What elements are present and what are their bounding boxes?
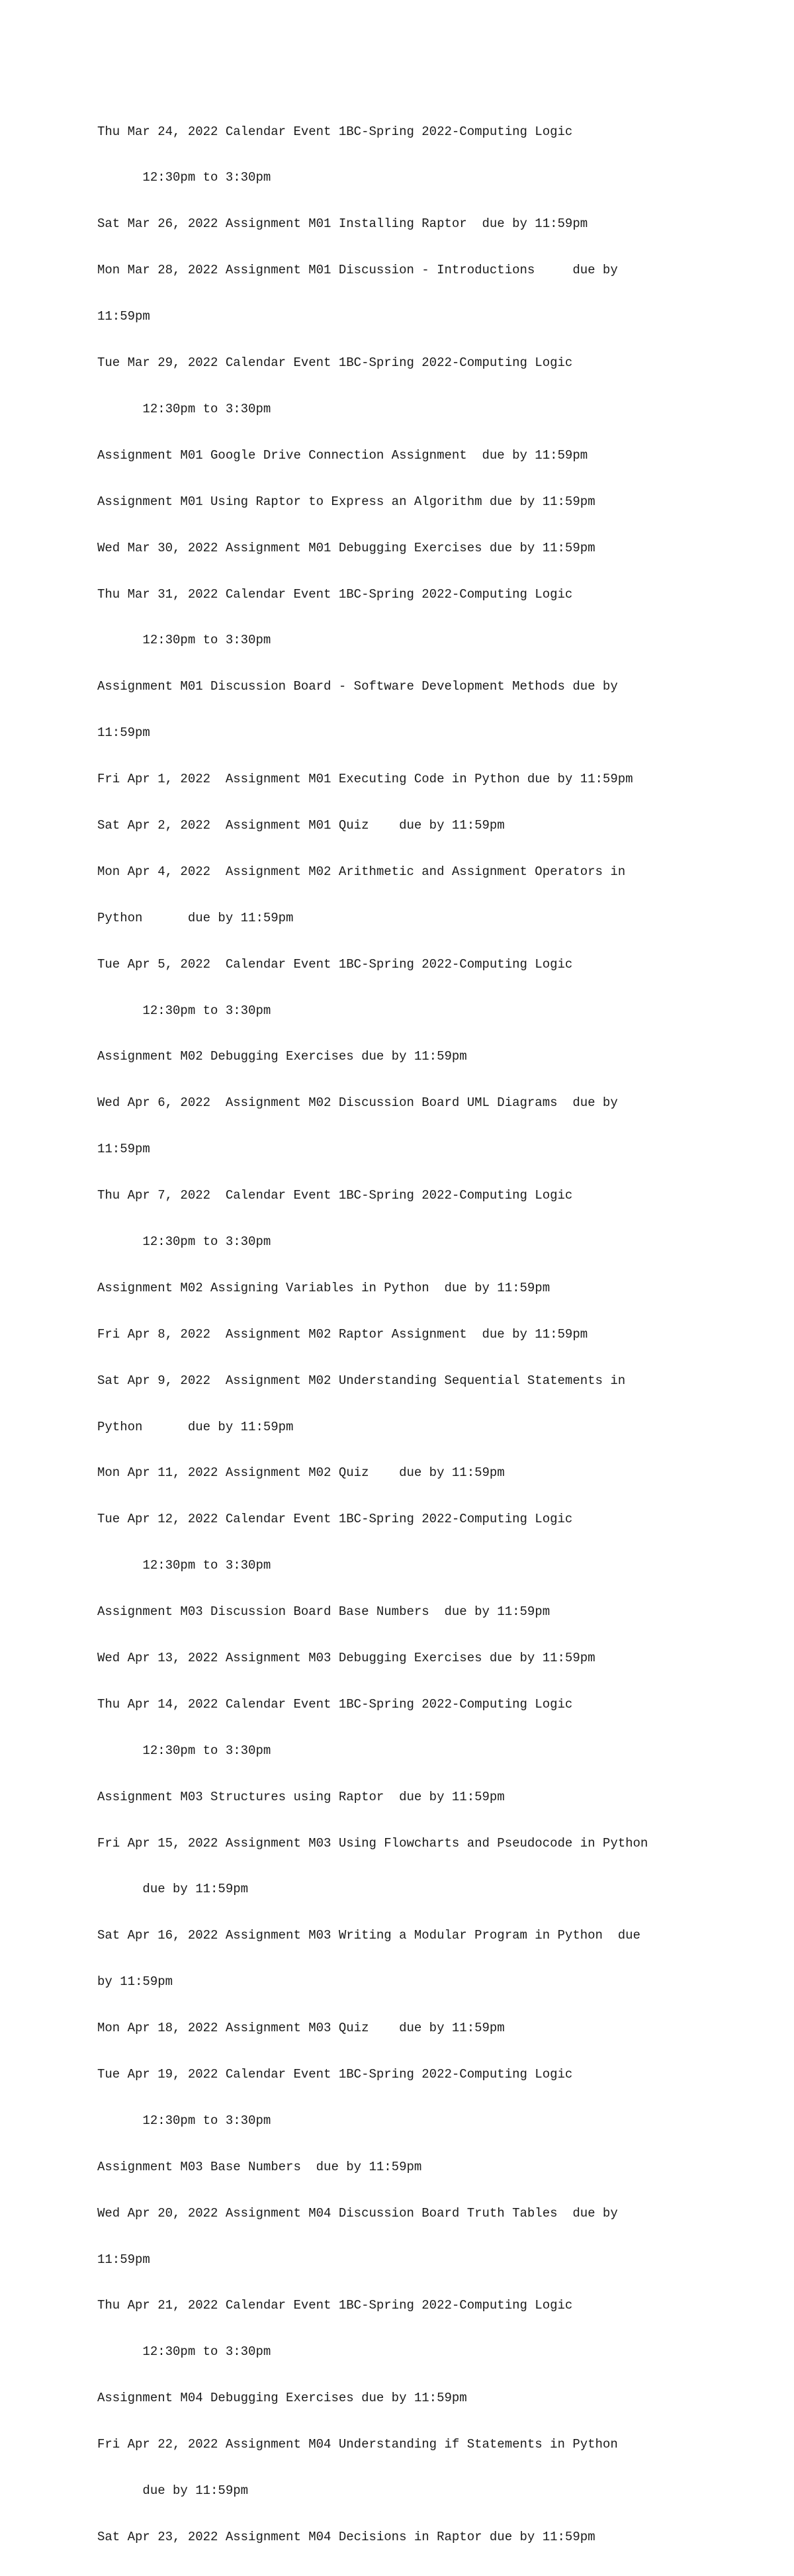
schedule-line: Assignment M01 Using Raptor to Express an Algorithm due by 11:59pm: [97, 494, 596, 509]
schedule-line: by 11:59pm: [97, 1974, 173, 1990]
schedule-line: Thu Mar 31, 2022 Calendar Event 1BC-Spring 2022-Computing Logic: [97, 586, 573, 602]
schedule-line: Mon Apr 11, 2022 Assignment M02 Quiz due by 11:59pm: [97, 1465, 505, 1481]
schedule-line: Tue Apr 12, 2022 Calendar Event 1BC-Spring 2022-Computing Logic: [97, 1512, 573, 1527]
schedule-line: Wed Apr 13, 2022 Assignment M03 Debugging Exercises due by 11:59pm: [97, 1650, 596, 1665]
schedule-line: Fri Apr 1, 2022 Assignment M01 Executing Code in Python due by 11:59pm: [97, 772, 633, 787]
schedule-line: Assignment M02 Debugging Exercises due by 11:59pm: [97, 1049, 467, 1064]
schedule-line: 11:59pm: [97, 725, 150, 741]
schedule-line: 12:30pm to 3:30pm: [97, 1234, 271, 1249]
schedule-line: Assignment M01 Discussion Board - Software Development Methods due by: [97, 679, 618, 694]
schedule-line: Wed Apr 6, 2022 Assignment M02 Discussion Board UML Diagrams due by: [97, 1095, 618, 1111]
schedule-line: Fri Apr 15, 2022 Assignment M03 Using Flowcharts and Pseudocode in Python: [97, 1835, 648, 1851]
schedule-line: Wed Mar 30, 2022 Assignment M01 Debugging Exercises due by 11:59pm: [97, 540, 596, 555]
schedule-line: Sat Apr 23, 2022 Assignment M04 Decisions in Raptor due by 11:59pm: [97, 2529, 596, 2544]
schedule-line: Fri Apr 8, 2022 Assignment M02 Raptor Assignment due by 11:59pm: [97, 1326, 588, 1342]
schedule-line: Thu Mar 24, 2022 Calendar Event 1BC-Spring 2022-Computing Logic: [97, 124, 573, 139]
schedule-line: Python due by 11:59pm: [97, 1419, 294, 1434]
schedule-line: Fri Apr 22, 2022 Assignment M04 Understanding if Statements in Python: [97, 2437, 618, 2452]
schedule-line: Sat Apr 9, 2022 Assignment M02 Understanding Sequential Statements in: [97, 1373, 626, 1388]
schedule-line: Thu Apr 14, 2022 Calendar Event 1BC-Spring 2022-Computing Logic: [97, 1696, 573, 1712]
schedule-line: Mon Apr 4, 2022 Assignment M02 Arithmetic and Assignment Operators in: [97, 864, 626, 879]
schedule-line: Tue Apr 5, 2022 Calendar Event 1BC-Spring 2022-Computing Logic: [97, 956, 573, 972]
schedule-line: Thu Apr 21, 2022 Calendar Event 1BC-Spring 2022-Computing Logic: [97, 2298, 573, 2313]
schedule-line: Assignment M01 Google Drive Connection Assignment due by 11:59pm: [97, 447, 588, 463]
schedule-list: [97, 93, 759, 2576]
schedule-line: Python due by 11:59pm: [97, 910, 294, 925]
schedule-line: 12:30pm to 3:30pm: [97, 1743, 271, 1758]
schedule-line: Assignment M03 Base Numbers due by 11:59pm: [97, 2159, 422, 2174]
schedule-line: Sat Apr 2, 2022 Assignment M01 Quiz due by 11:59pm: [97, 817, 505, 833]
schedule-line: Sat Apr 16, 2022 Assignment M03 Writing a Modular Program in Python due: [97, 1928, 640, 1943]
schedule-line: 12:30pm to 3:30pm: [97, 2344, 271, 2360]
schedule-line: Assignment M03 Structures using Raptor due by 11:59pm: [97, 1789, 505, 1804]
schedule-line: 12:30pm to 3:30pm: [97, 2113, 271, 2128]
schedule-line: Mon Mar 28, 2022 Assignment M01 Discussion - Introductions due by: [97, 263, 618, 278]
schedule-line: Assignment M02 Assigning Variables in Python due by 11:59pm: [97, 1280, 551, 1295]
schedule-line: Assignment M03 Discussion Board Base Numbers due by 11:59pm: [97, 1604, 551, 1620]
schedule-line: due by 11:59pm: [97, 2483, 249, 2499]
schedule-line: 12:30pm to 3:30pm: [97, 170, 271, 185]
schedule-line: Mon Apr 18, 2022 Assignment M03 Quiz due by 11:59pm: [97, 2021, 505, 2036]
schedule-line: Tue Mar 29, 2022 Calendar Event 1BC-Spring 2022-Computing Logic: [97, 355, 573, 371]
schedule-line: 11:59pm: [97, 309, 150, 324]
schedule-line: Tue Apr 19, 2022 Calendar Event 1BC-Spring 2022-Computing Logic: [97, 2067, 573, 2082]
schedule-line: 12:30pm to 3:30pm: [97, 1003, 271, 1018]
schedule-line: 12:30pm to 3:30pm: [97, 633, 271, 648]
schedule-line: 12:30pm to 3:30pm: [97, 401, 271, 416]
schedule-line: 11:59pm: [97, 1142, 150, 1157]
schedule-line: Assignment M04 Debugging Exercises due by 11:59pm: [97, 2391, 467, 2406]
schedule-line: 11:59pm: [97, 2252, 150, 2267]
schedule-line: Wed Apr 20, 2022 Assignment M04 Discussion Board Truth Tables due by: [97, 2205, 618, 2221]
schedule-line: Sat Mar 26, 2022 Assignment M01 Installing Raptor due by 11:59pm: [97, 216, 588, 232]
schedule-line: due by 11:59pm: [97, 1882, 249, 1897]
schedule-line: 12:30pm to 3:30pm: [97, 1558, 271, 1573]
schedule-line: Thu Apr 7, 2022 Calendar Event 1BC-Spring 2022-Computing Logic: [97, 1188, 573, 1203]
